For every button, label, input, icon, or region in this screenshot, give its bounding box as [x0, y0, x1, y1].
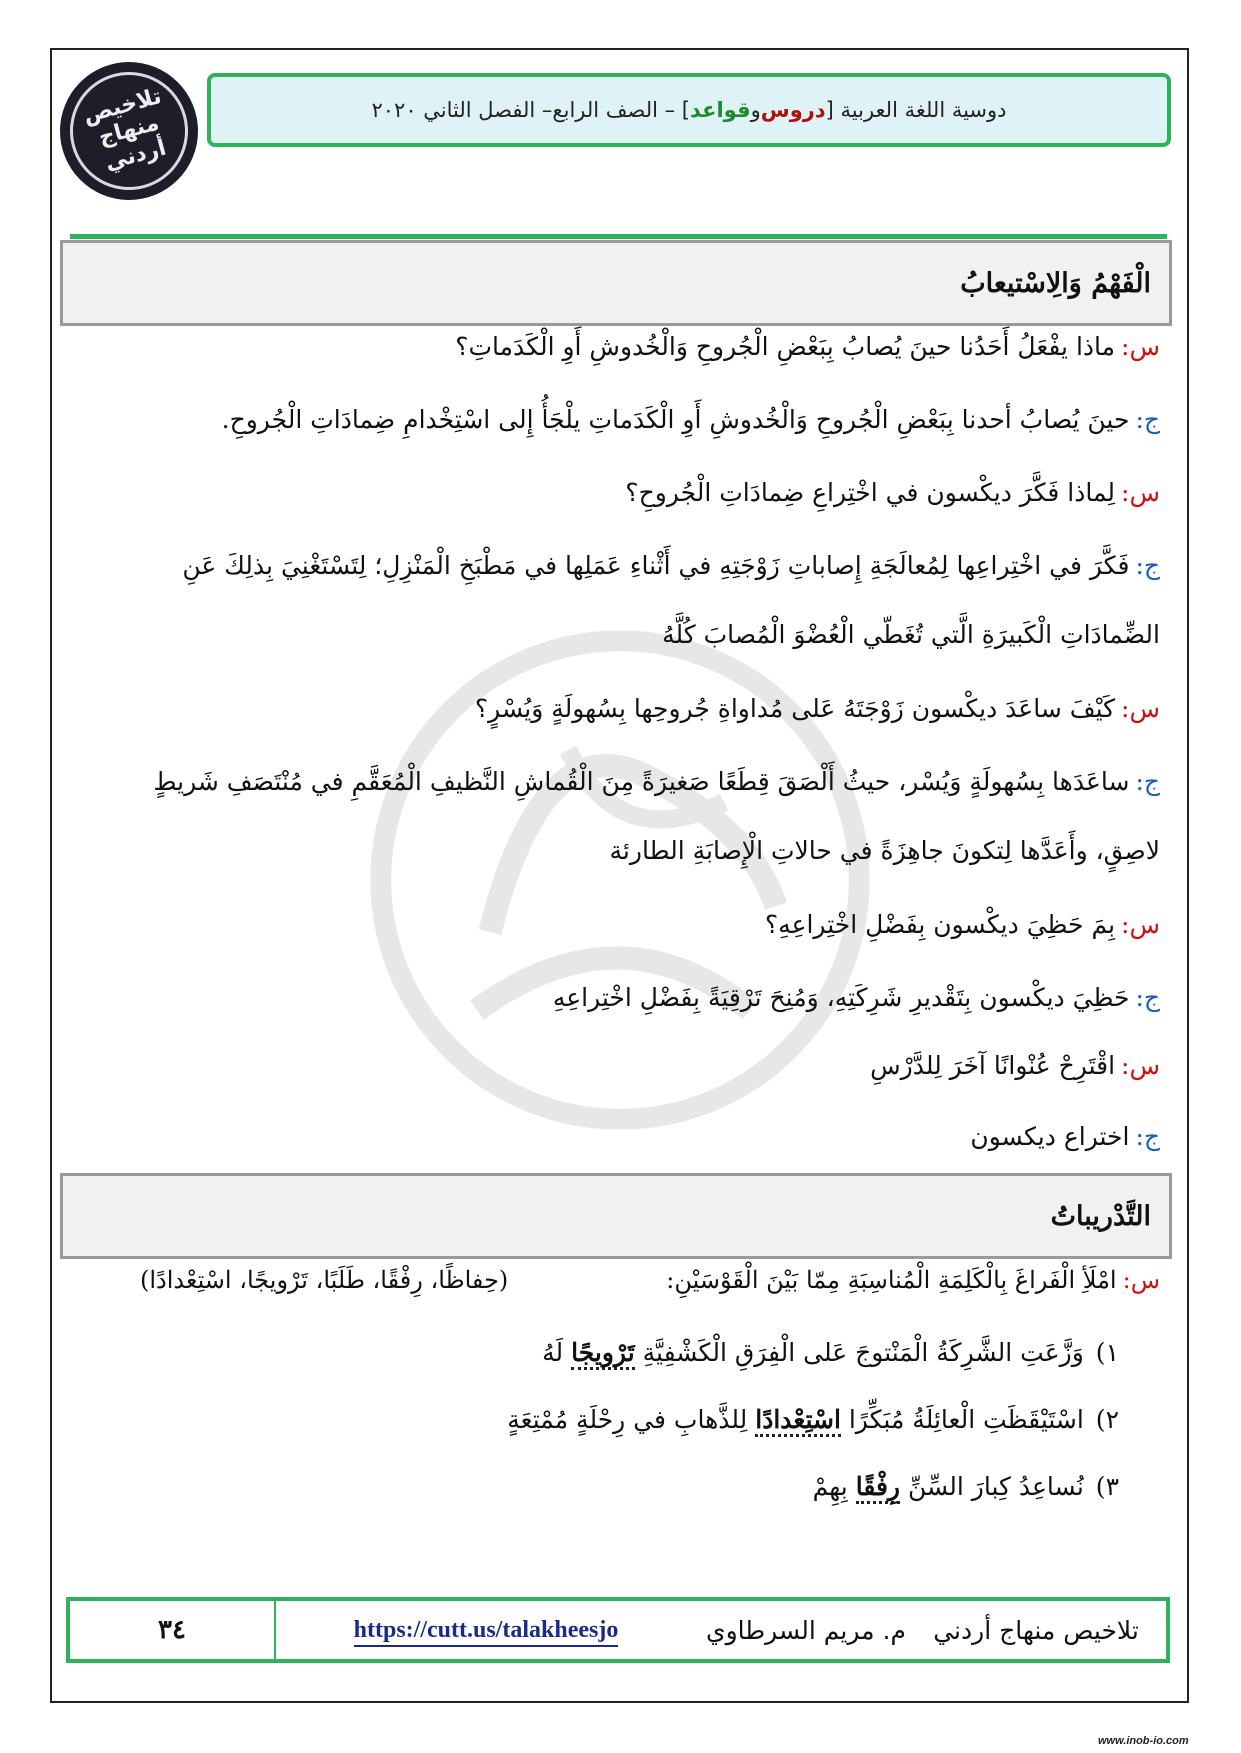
- question-2: [100, 478, 1160, 508]
- footer-link-text[interactable]: https://cutt.us/talakheesjo: [354, 1617, 619, 1647]
- answer-marker: ج:: [1135, 767, 1160, 796]
- footer-author: م. مريم السرطاوي: [706, 1615, 906, 1645]
- question-text: بِمَ حَظِيَ ديكْسون بِفَضْلِ اخْتِراعِهِ؟: [764, 910, 1116, 939]
- page-number: ٣٤: [158, 1615, 186, 1645]
- section-heading-comprehension: الْفَهْمُ وَالِاسْتيعابُ: [60, 240, 1172, 326]
- answer-marker: ج:: [1135, 405, 1160, 434]
- question-marker: س:: [1121, 694, 1160, 723]
- answer-text: حينَ يُصابُ أحدنا بِبَعْضِ الْجُروحِ وَالْخُدوشِ أَوِ الْكَدَماتِ يلْجَأُ إِلى اسْتِخْدامِ ضِمادَاتِ الْجُروحِ.: [221, 405, 1130, 434]
- item-number: ٣): [1095, 1472, 1119, 1501]
- question-marker: س:: [1121, 332, 1160, 361]
- answer-4: [100, 983, 1160, 1013]
- exercise-item-3: [81, 1472, 1141, 1502]
- item-text-end: بِهِمْ: [812, 1472, 848, 1501]
- question-text: امْلَأِ الْفَراغَ بِالْكَلِمَةِ الْمُناسِبَةِ مِمّا بَيْنَ الْقَوْسَيْنِ:: [666, 1266, 1117, 1294]
- logo: [60, 62, 198, 200]
- question-text: كَيْفَ ساعَدَ ديكْسون زَوْجَتَهُ عَلى مُداواةِ جُروحِها بِسُهولَةٍ وَيُسْرٍ؟: [474, 694, 1116, 723]
- item-text: وَزَّعَتِ الشَّرِكَةُ الْمَنْتوجَ عَلى الْفِرَقِ الْكَشْفِيَّةِ: [642, 1338, 1084, 1367]
- footer-separator: [274, 1601, 276, 1659]
- answer-marker: ج:: [1135, 983, 1160, 1012]
- section-heading-exercises: التَّدْريباتُ: [60, 1173, 1172, 1259]
- header-part2: ] – الصف الرابع– الفصل الثاني ٢٠٢٠: [371, 98, 690, 122]
- answer-1: [100, 405, 1160, 435]
- item-number: ٢): [1095, 1405, 1119, 1434]
- item-answer: اسْتِعْدادًا: [755, 1405, 841, 1437]
- question-text: ماذا يفْعَلُ أَحَدُنا حينَ يُصابُ بِبَعْضِ الْجُروحِ وَالْخُدوشِ أَوِ الْكَدَماتِ؟: [455, 332, 1116, 361]
- header-title-box: [207, 73, 1171, 147]
- footer-link[interactable]: [276, 1617, 696, 1644]
- item-text-end: لَهُ: [542, 1338, 564, 1367]
- footer: [66, 1597, 1170, 1663]
- question-marker: س:: [1121, 1051, 1160, 1080]
- question-5: [100, 1051, 1160, 1081]
- answer-text: اختراع ديكسون: [970, 1122, 1130, 1151]
- question-marker: س:: [1122, 1266, 1160, 1294]
- footer-title: تلاخيص منهاج أردني: [933, 1615, 1139, 1645]
- item-answer: رِفْقًا: [856, 1472, 900, 1504]
- header-red-word: دروس: [760, 98, 826, 122]
- exercise-item-2: [81, 1405, 1141, 1435]
- word-bank: (حِفاظًا، رِفْقًا، طَلَبًا، تَرْويجًا، اسْتِعْدادًا): [140, 1266, 509, 1294]
- header-joiner: و: [750, 98, 761, 122]
- header-green-word: قواعد: [690, 98, 751, 122]
- item-answer: تَرْويجًا: [571, 1338, 635, 1370]
- item-text: نُساعِدُ كِبارَ السِّنِّ: [907, 1472, 1084, 1501]
- corner-url: www.inob-io.com: [1098, 1735, 1189, 1747]
- answer-3: [100, 767, 1160, 797]
- answer-2-continued: الضِّمادَاتِ الْكَبيرَةِ الَّتي تُغَطّي الْعُضْوَ الْمُصابَ كُلَّهُ: [662, 620, 1160, 649]
- logo-text: تلاخيص منهاج أردني: [57, 59, 202, 204]
- header-part1: دوسية اللغة العربية [: [825, 98, 1007, 122]
- answer-text: ساعَدَها بِسُهولَةٍ وَيُسْر، حيثُ أَلْصَقَ قِطَعًا صَغيرَةً مِنَ الْقُماشِ النَّظيفِ الْمُعَقَّمِ في مُنْتَصَفِ شَريطٍ: [153, 767, 1130, 796]
- divider: [70, 234, 1167, 239]
- item-number: ١): [1095, 1338, 1119, 1367]
- question-4: [100, 910, 1160, 940]
- question-marker: س:: [1121, 478, 1160, 507]
- answer-marker: ج:: [1135, 1122, 1160, 1151]
- question-3: [100, 694, 1160, 724]
- answer-text: فَكَّرَ في اخْتِراعِها لِمُعالَجَةِ إِصاباتِ زَوْجَتِهِ في أَثْناءِ عَمَلِها في مَطْبَخِ الْمَنْزِلِ؛ لِتَسْتَغْنِيَ بِذلِكَ عَنِ: [182, 551, 1130, 580]
- exercise-item-1: [81, 1338, 1141, 1368]
- item-text: اسْتَيْقَظَتِ الْعائِلَةُ مُبَكِّرًا: [848, 1405, 1084, 1434]
- answer-3-continued: لاصِقٍ، وأَعَدَّها لِتكونَ جاهِزَةً في حالاتِ الْإِصابَةِ الطارئة: [609, 836, 1160, 865]
- question-text: اقْتَرِحْ عُنْوانًا آخَرَ لِلدَّرْسِ: [870, 1051, 1116, 1080]
- answer-2: [100, 551, 1160, 581]
- question-marker: س:: [1121, 910, 1160, 939]
- question-1: [100, 332, 1160, 362]
- item-text-end: لِلذَّهابِ في رِحْلَةٍ مُمْتِعَةٍ: [507, 1405, 748, 1434]
- answer-5: [100, 1122, 1160, 1152]
- answer-text: حَظِيَ ديكْسون بِتَقْديرِ شَرِكَتِهِ، وَمُنِحَ تَرْقِيَةً بِفَضْلِ اخْتِراعِهِ: [552, 983, 1130, 1012]
- answer-marker: ج:: [1135, 551, 1160, 580]
- question-text: لِماذا فَكَّرَ ديكْسون في اخْتِراعِ ضِمادَاتِ الْجُروحِ؟: [625, 478, 1116, 507]
